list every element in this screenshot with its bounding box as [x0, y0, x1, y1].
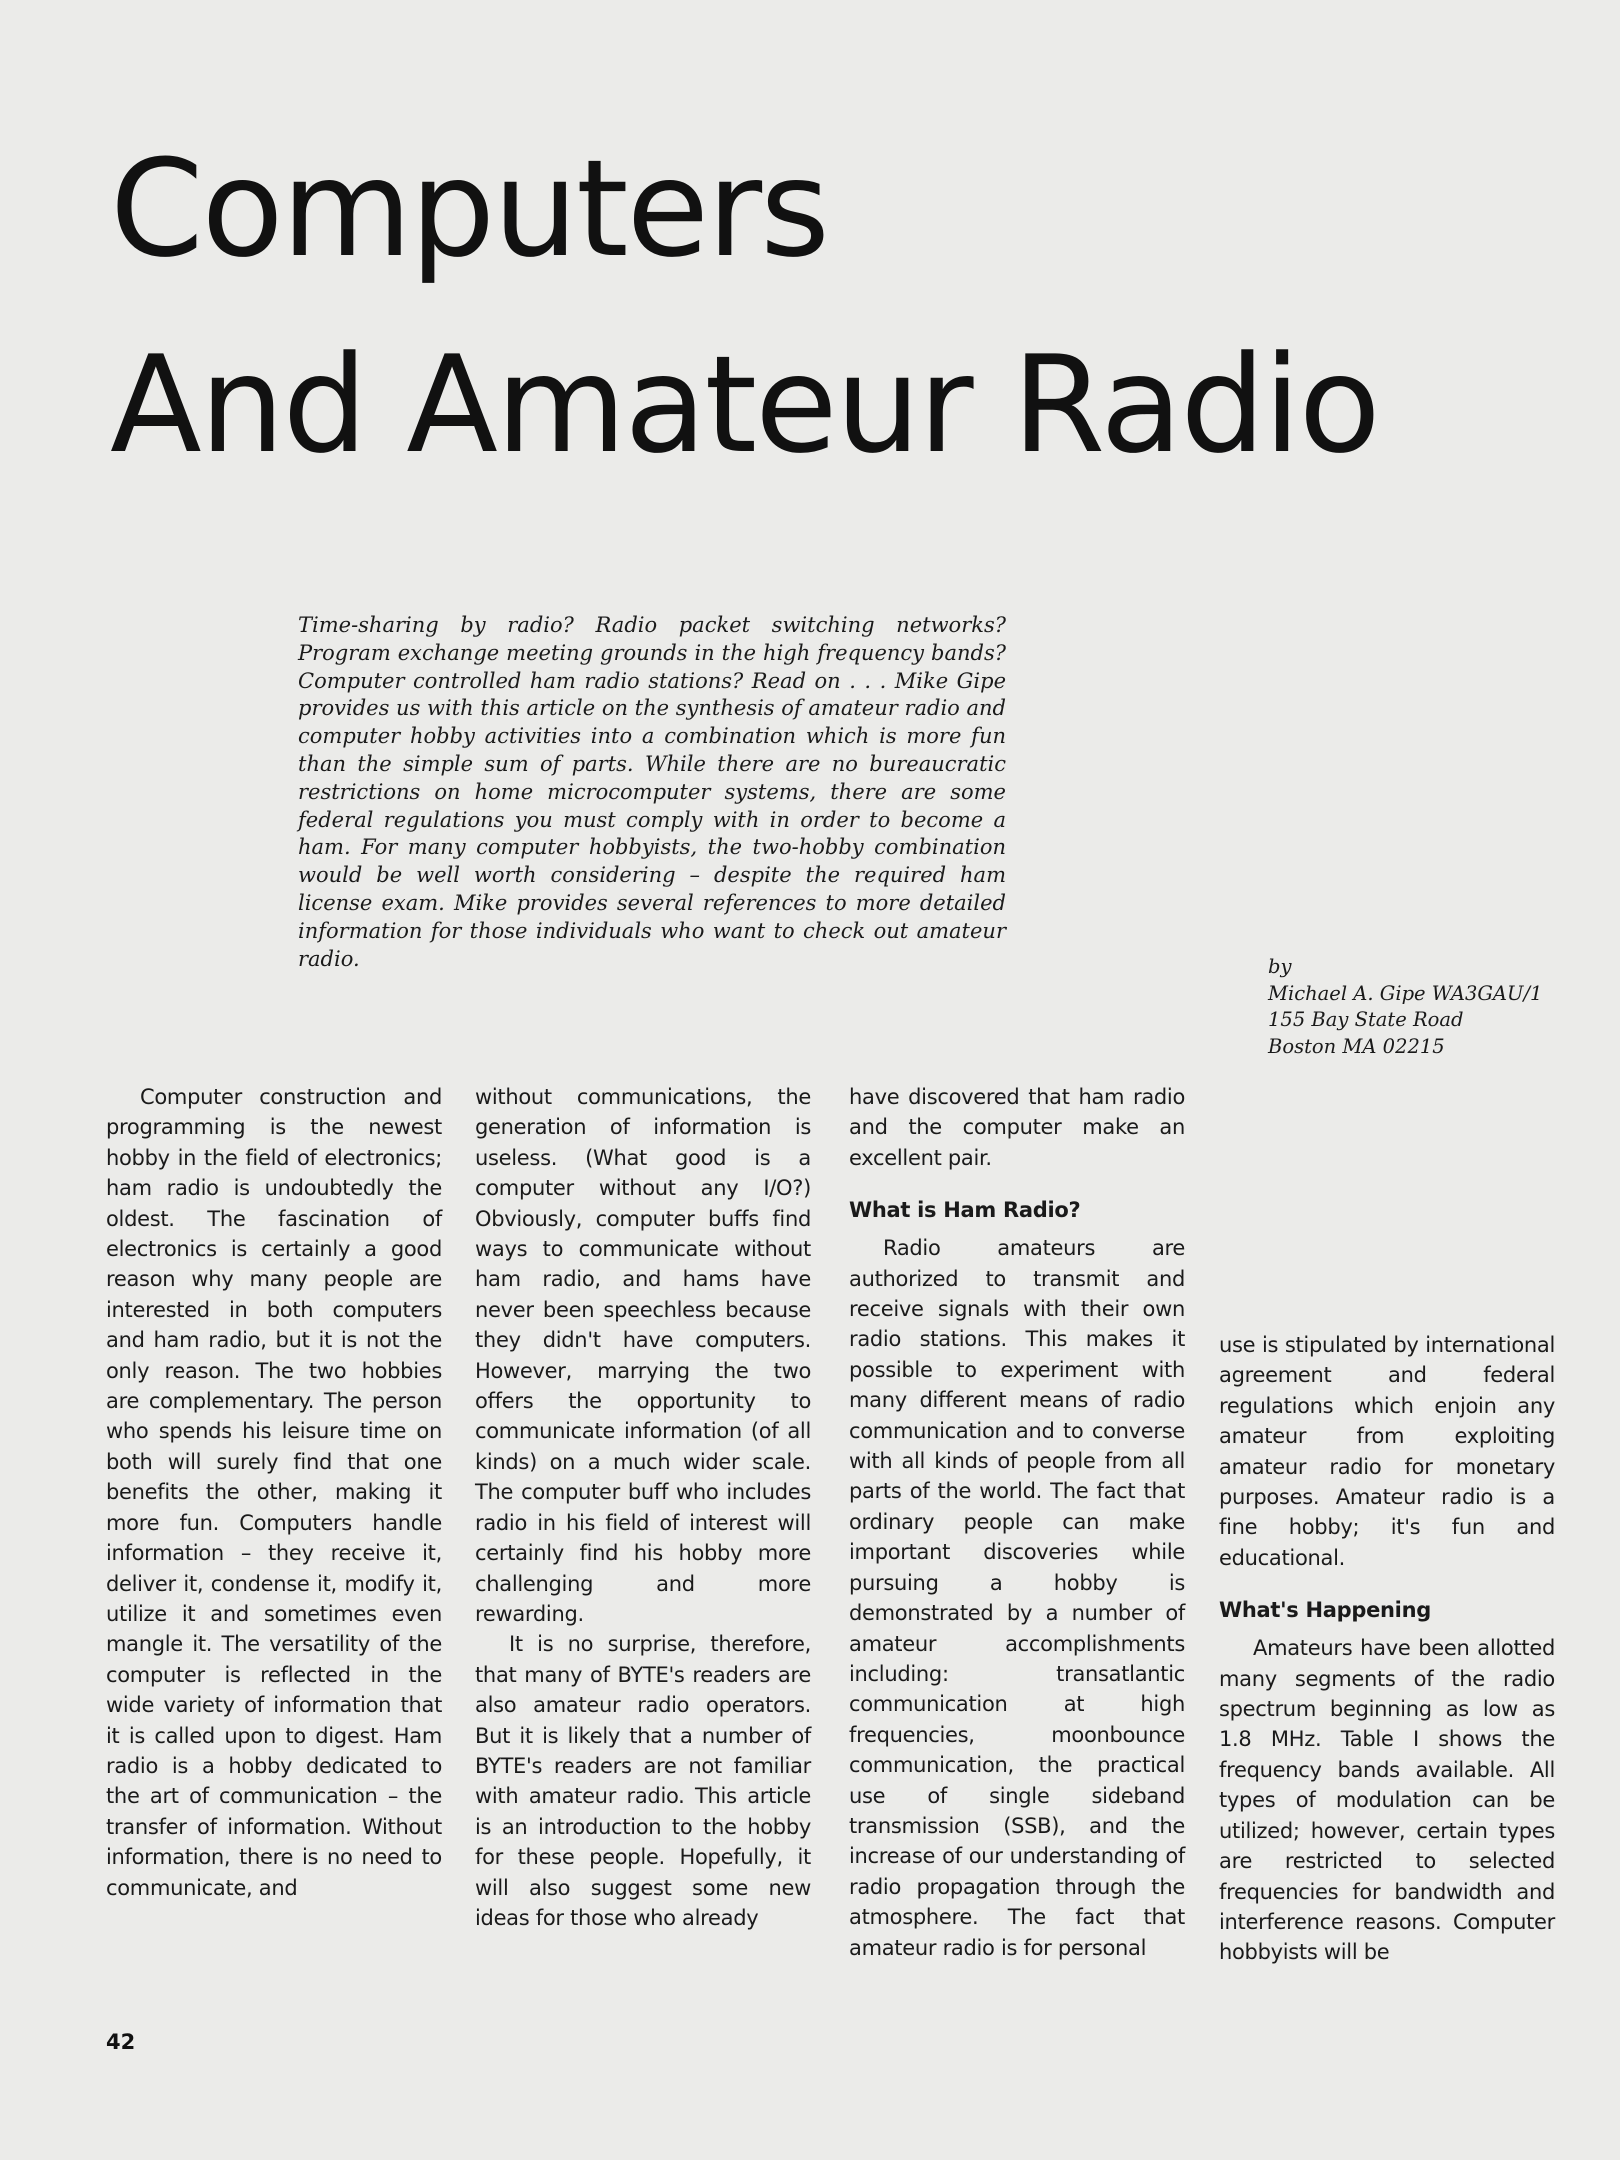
body-paragraph: use is stipulated by international agreement and federal regulations which enjoin any amateur from exploiting amateur radio for monetary purposes. Amateur radio is a fine hobby; it's fun and educational. — [1219, 1333, 1555, 1570]
page-number: 42 — [106, 2030, 136, 2054]
section-heading-what-is-ham-radio: What is Ham Radio? — [849, 1198, 1081, 1223]
body-paragraph: have discovered that ham radio and the computer make an excellent pair. — [849, 1085, 1185, 1170]
body-column-1 — [106, 1082, 442, 1903]
body-paragraph: Computer construction and programming is the newest hobby in the field of electronics; ham radio is undoubtedly the oldest. The fascination of electronics is certainly a good reason why many people are interested in both computers and ham radio, but it is not the only reason. The two hobbies are complementary. The person who spends his leisure time on both will surely find that one benefits the other, making it more fun. Computers handle information – they receive it, deliver it, condense it, modify it, utilize it and sometimes even mangle it. The versatility of the computer is reflected in the wide variety of information that it is called upon to digest. Ham radio is a hobby dedicated to the art of communication – the transfer of information. Without information, there is no need to communicate, and — [106, 1085, 442, 1900]
article-title-line-1: Computers — [110, 131, 828, 287]
body-column-3 — [849, 1082, 1185, 1963]
body-paragraph: without communications, the generation of information is useless. (What good is a computer without any I/O?) Obviously, computer buffs find ways to communicate without ham radio, and hams have never been speechless because they didn't have computers. However, marrying the two offers the opportunity to communicate information (of all kinds) on a much wider scale. The computer buff who includes radio in his field of interest will certainly find his hobby more challenging and more rewarding. — [475, 1085, 811, 1626]
body-paragraph: Radio amateurs are authorized to transmit and receive signals with their own radio stations. This makes it possible to experiment with many different means of radio communication and to converse with all kinds of people from all parts of the world. The fact that ordinary people can make important discoveries while pursuing a hobby is demonstrated by a number of amateur accomplishments including: transatlantic communication at high frequencies, moonbounce communication, the practical use of single sideband transmission (SSB), and the increase of our understanding of radio propagation through the atmosphere. The fact that amateur radio is for personal — [849, 1236, 1185, 1960]
article-intro: Time-sharing by radio? Radio packet switching networks? Program exchange meeting grounds in the high frequency bands? Computer controlled ham radio stations? Read on . . . Mike Gipe provides us with this article on the synthesis of amateur radio and computer hobby activities into a combination which is more fun than the simple sum of parts. While there are no bureaucratic restrictions on home microcomputer systems, there are some federal regulations you must comply with in order to become a ham. For many computer hobbyists, the two-hobby combination would be well worth considering – despite the required ham license exam. Mike provides several references to more detailed information for those individuals who want to check out amateur radio. — [298, 613, 1006, 971]
byline — [1268, 954, 1568, 1060]
byline-city: Boston MA 02215 — [1268, 1034, 1445, 1058]
body-column-4 — [1219, 1330, 1555, 1968]
body-paragraph: Amateurs have been allotted many segments of the radio spectrum beginning as low as 1.8 MHz. Table I shows the frequency bands available. All types of modulation can be utilized; however, certain types are restricted to selected frequencies for bandwidth and interference reasons. Computer hobbyists will be — [1219, 1636, 1555, 1965]
body-paragraph: It is no surprise, therefore, that many of BYTE's readers are also amateur radio operators. But it is likely that a number of BYTE's readers are not familiar with amateur radio. This article is an introduction to the hobby for these people. Hopefully, it will also suggest some new ideas for those who already — [475, 1632, 811, 1930]
byline-author: Michael A. Gipe WA3GAU/1 — [1268, 981, 1543, 1005]
article-title-line-2: And Amateur Radio — [110, 327, 1379, 483]
body-column-2 — [475, 1082, 811, 1933]
section-heading-whats-happening: What's Happening — [1219, 1598, 1431, 1623]
byline-by: by — [1268, 955, 1292, 978]
byline-street: 155 Bay State Road — [1268, 1008, 1464, 1031]
